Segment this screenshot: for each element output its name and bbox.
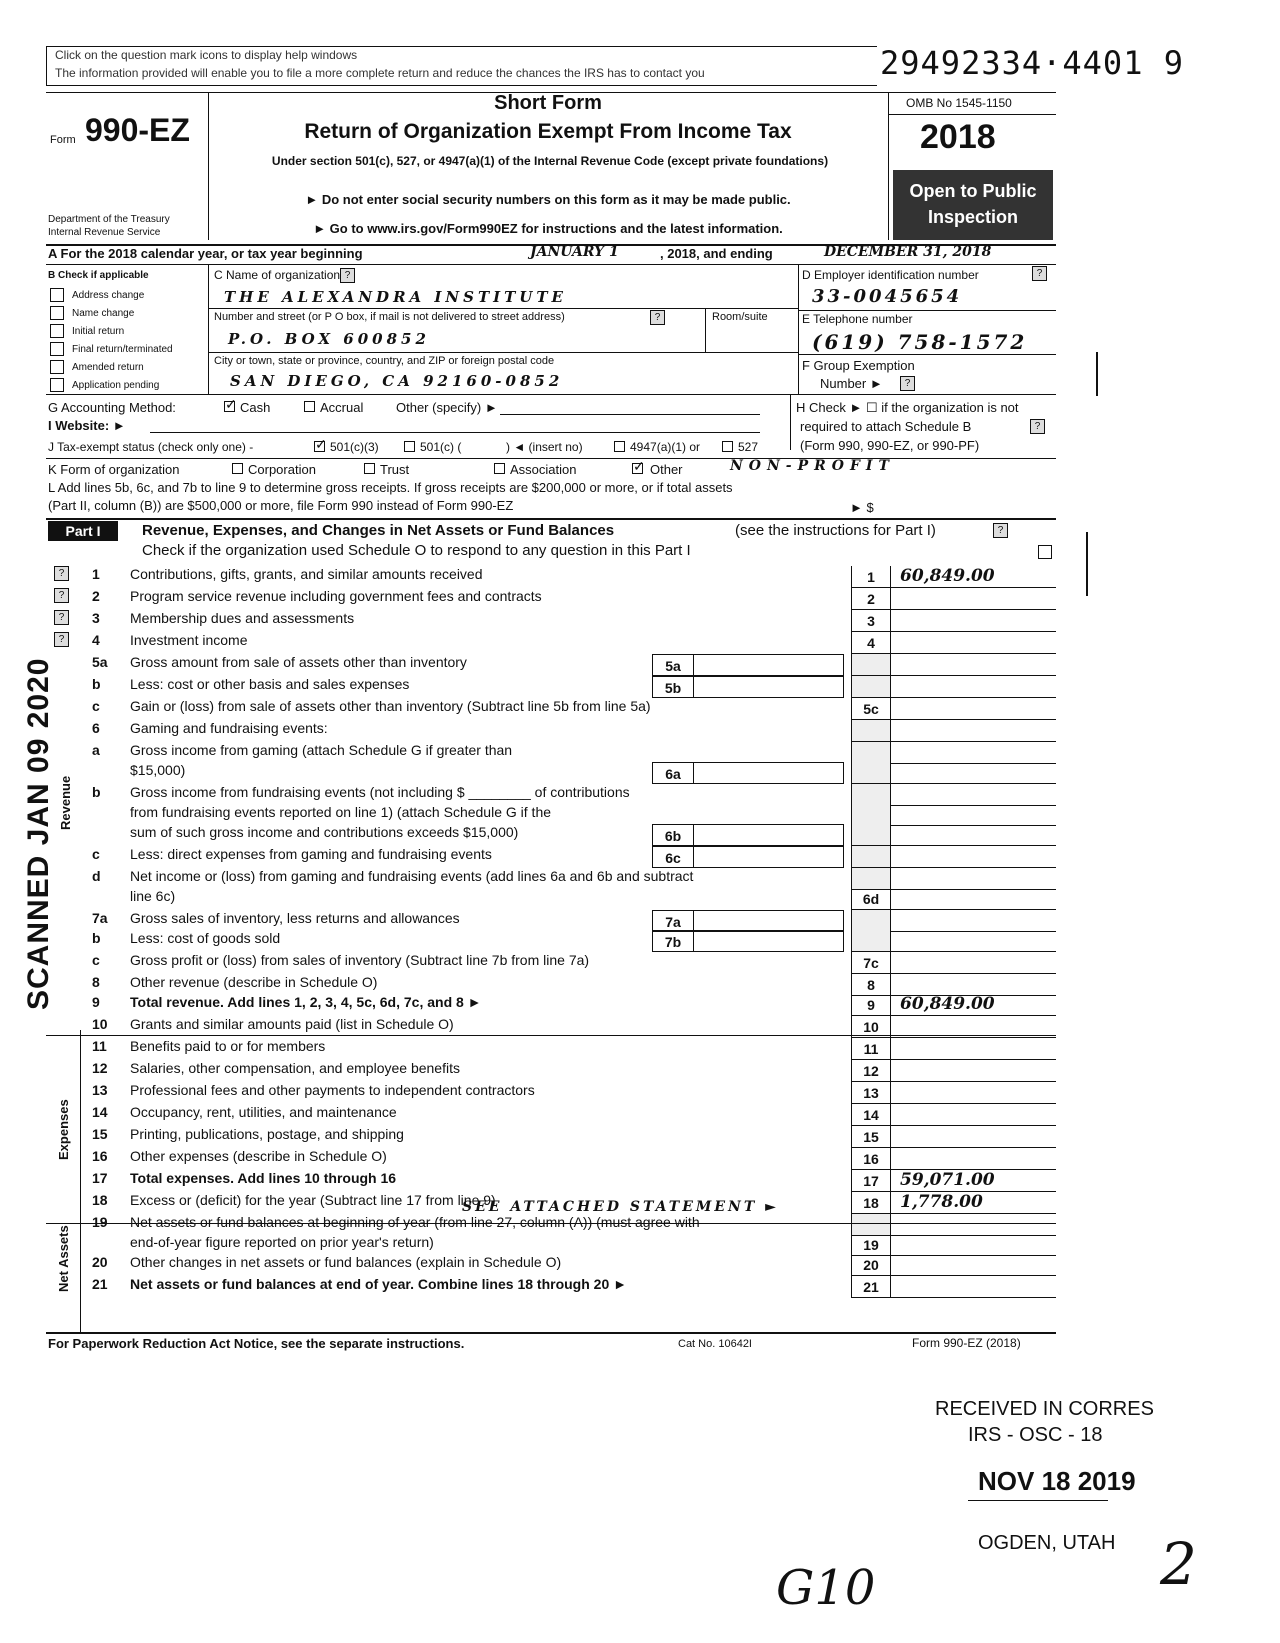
- phone-label: E Telephone number: [802, 312, 913, 326]
- part-1-line-row: [0, 588, 1280, 610]
- line-number: 13: [92, 1082, 108, 1098]
- part-1-line-row: [0, 952, 1280, 974]
- line-description: end-of-year figure reported on prior year's return): [130, 1234, 434, 1250]
- group-exemption-number-label: Number ►: [820, 376, 883, 391]
- line-description: Printing, publications, postage, and shipping: [130, 1126, 404, 1142]
- line-number: 4: [92, 632, 100, 648]
- line-box-number: 9: [851, 994, 891, 1016]
- line-a-label: A For the 2018 calendar year, or tax year beginning: [48, 246, 363, 261]
- line-2-help-icon[interactable]: ?: [54, 588, 69, 603]
- goto-notice: ► Go to www.irs.gov/Form990EZ for instructions and the latest information.: [313, 221, 783, 236]
- org-name-help-icon[interactable]: ?: [340, 268, 355, 283]
- open-to-public-badge: [893, 170, 1053, 240]
- part-1-line-row: [0, 784, 1280, 806]
- sub-line-amount-field[interactable]: [694, 654, 844, 676]
- check-h-line1: H Check ► ☐ if the organization is not: [796, 400, 1019, 415]
- line-4-help-icon[interactable]: ?: [54, 632, 69, 647]
- received-stamp-city: OGDEN, UTAH: [978, 1532, 1116, 1554]
- line-box-number: 3: [851, 610, 891, 632]
- part-1-line-row: [0, 632, 1280, 654]
- part-1-line-row: [0, 846, 1280, 868]
- part-1-line-row: [0, 676, 1280, 698]
- line-box-number: 13: [851, 1082, 891, 1104]
- handwritten-2: 2: [1160, 1530, 1197, 1598]
- accrual-label: Accrual: [320, 400, 364, 415]
- line-box-number: 8: [851, 974, 891, 996]
- street-help-icon[interactable]: ?: [650, 310, 665, 325]
- line-box-number: 15: [851, 1126, 891, 1148]
- tax-year-end[interactable]: DECEMBER 31, 2018: [824, 244, 992, 260]
- part-1-line-row: [0, 1170, 1280, 1192]
- line-description: Membership dues and assessments: [130, 610, 355, 626]
- line-box-number: 6d: [851, 888, 891, 910]
- part-1-line-row: [0, 930, 1280, 952]
- part-1-line-row: [0, 1038, 1280, 1060]
- line-1-help-icon[interactable]: ?: [54, 566, 69, 581]
- sub-line-amount-field[interactable]: [694, 910, 844, 932]
- line-box-number: 7c: [851, 952, 891, 974]
- schedule-b-help-icon[interactable]: ?: [1030, 419, 1045, 434]
- line-number: 20: [92, 1254, 108, 1270]
- association-label: Association: [510, 462, 577, 477]
- tax-year-begin[interactable]: JANUARY 1: [530, 244, 619, 260]
- part-1-line-row: [0, 1126, 1280, 1148]
- org-name-value[interactable]: THE ALEXANDRA INSTITUTE: [224, 288, 567, 306]
- line-box-number: 1: [851, 566, 891, 588]
- sub-line-box: 6b: [652, 824, 694, 846]
- cash-check-mark: ✓: [225, 396, 237, 412]
- line-box-number: 2: [851, 588, 891, 610]
- tax-exempt-status-label: J Tax-exempt status (check only one) -: [48, 440, 254, 454]
- line-box-number: [851, 784, 891, 806]
- accrual-checkbox[interactable]: [304, 401, 315, 412]
- sub-line-box: 6c: [652, 846, 694, 868]
- line-description: Other expenses (describe in Schedule O): [130, 1148, 387, 1164]
- line-box-number: 11: [851, 1038, 891, 1060]
- omb-number: OMB No 1545-1150: [906, 96, 1012, 110]
- sub-line-box: 6a: [652, 762, 694, 784]
- 527-checkbox[interactable]: [722, 441, 733, 452]
- line-description: Gaming and fundraising events:: [130, 720, 328, 736]
- other-method-label: Other (specify) ►: [396, 400, 498, 415]
- city-label: City or town, state or province, country, and ZIP or foreign postal code: [214, 355, 555, 367]
- part-1-line-row: [0, 1214, 1280, 1236]
- line-number: d: [92, 868, 101, 884]
- line-box-number: [851, 742, 891, 764]
- other-org-check-mark: ✓: [633, 458, 645, 474]
- sub-line-amount-field[interactable]: [694, 676, 844, 698]
- ein-label: D Employer identification number: [802, 268, 979, 282]
- line-description: Salaries, other compensation, and employee benefits: [130, 1060, 460, 1076]
- part-1-line-row: [0, 720, 1280, 742]
- part-1-line-row: [0, 804, 1280, 826]
- scanned-stamp: SCANNED JAN 09 2020: [22, 657, 55, 1010]
- line-description: Less: direct expenses from gaming and fundraising events: [130, 846, 492, 862]
- part-1-line-row: [0, 888, 1280, 910]
- line-amount[interactable]: 60,849.00: [900, 994, 995, 1014]
- line-description: Other changes in net assets or fund balances (explain in Schedule O): [130, 1254, 562, 1270]
- form-of-org-label: K Form of organization: [48, 462, 180, 477]
- schedule-o-check-text: Check if the organization used Schedule O to respond to any question in this Part I: [142, 542, 691, 559]
- 4947a1-checkbox[interactable]: [614, 441, 625, 452]
- 501c3-check-mark: ✓: [315, 436, 327, 452]
- cash-label: Cash: [240, 400, 271, 415]
- line-description: Total revenue. Add lines 1, 2, 3, 4, 5c, 6d, 7c, and 8 ►: [130, 994, 482, 1010]
- ein-value[interactable]: 33-0045654: [812, 286, 963, 307]
- part-1-line-row: [0, 1082, 1280, 1104]
- line-box-number: [851, 868, 891, 890]
- side-label-revenue: Revenue: [58, 775, 73, 830]
- tax-year: 2018: [920, 118, 996, 156]
- line-number: 17: [92, 1170, 108, 1186]
- line-number: 15: [92, 1126, 108, 1142]
- line-number: 3: [92, 610, 100, 626]
- amount-rule: [891, 1297, 1056, 1298]
- line-number: 5a: [92, 654, 108, 670]
- part-1-line-row: [0, 1060, 1280, 1082]
- line-description: Occupancy, rent, utilities, and maintenance: [130, 1104, 397, 1120]
- line-description: Net assets or fund balances at beginning of year (from line 27, column (A)) (must agree with: [130, 1214, 700, 1230]
- line-description: Gross income from gaming (attach Schedule G if greater than: [130, 742, 513, 758]
- document-locator-number: 29492334·4401 9: [880, 44, 1184, 82]
- part-1-line-row: [0, 1276, 1280, 1298]
- part-1-tag: Part I: [48, 521, 118, 541]
- line-number: 16: [92, 1148, 108, 1164]
- received-stamp-date: NOV 18 2019: [978, 1466, 1136, 1496]
- name-change-checkbox[interactable]: [50, 306, 64, 320]
- cash-checkbox[interactable]: [224, 396, 237, 412]
- application-pending-checkbox[interactable]: [50, 378, 64, 392]
- line-number: c: [92, 952, 100, 968]
- part-1-title: Revenue, Expenses, and Changes in Net Assets or Fund Balances: [142, 522, 615, 539]
- line-box-number: [851, 910, 891, 932]
- group-exemption-help-icon[interactable]: ?: [900, 376, 915, 391]
- 501c-checkbox[interactable]: [404, 441, 415, 452]
- form-number: 990-EZ: [85, 112, 190, 148]
- line-number: b: [92, 784, 101, 800]
- part-1-line-row: [0, 974, 1280, 996]
- other-org-checkbox[interactable]: [632, 458, 645, 474]
- part-1-line-row: [0, 1148, 1280, 1170]
- line-box-number: [851, 762, 891, 784]
- sub-line-amount-field[interactable]: [694, 824, 844, 846]
- sub-line-box: 7a: [652, 910, 694, 932]
- line-description: Professional fees and other payments to independent contractors: [130, 1082, 535, 1098]
- help-banner-line2: The information provided will enable you to file a more complete return and reduce the chances the IRS has to contact you: [55, 66, 705, 80]
- line-box-number: [851, 1214, 891, 1236]
- line-amount[interactable]: 60,849.00: [900, 566, 995, 586]
- final-return-checkbox[interactable]: [50, 342, 64, 356]
- line-description: Less: cost of goods sold: [130, 930, 281, 946]
- line-box-number: 20: [851, 1254, 891, 1276]
- final-return-label: Final return/terminated: [72, 344, 173, 355]
- corporation-checkbox[interactable]: [232, 463, 243, 474]
- sub-line-amount-field[interactable]: [694, 762, 844, 784]
- corporation-label: Corporation: [248, 462, 316, 477]
- line-number: 6: [92, 720, 100, 736]
- sub-line-box: 5b: [652, 676, 694, 698]
- line-box-number: [851, 804, 891, 826]
- trust-checkbox[interactable]: [364, 463, 375, 474]
- line-description: Gross income from fundraising events (not including $ ________ of contributions: [130, 784, 630, 800]
- open-to-public-text: Open to Public Inspection: [909, 181, 1037, 227]
- ssn-notice: ► Do not enter social security numbers on this form as it may be made public.: [305, 192, 791, 207]
- form-title: Return of Organization Exempt From Income Tax: [304, 120, 792, 143]
- line-number: 18: [92, 1192, 108, 1208]
- line-number: 2: [92, 588, 100, 604]
- line-box-number: [851, 930, 891, 952]
- catalog-number: Cat No. 10642I: [678, 1338, 752, 1350]
- 4947a1-label: 4947(a)(1) or: [630, 440, 701, 454]
- part-1-line-row: [0, 868, 1280, 890]
- footer-form-ref: Form 990-EZ (2018): [912, 1336, 1021, 1350]
- application-pending-label: Application pending: [72, 380, 160, 391]
- line-box-number: 16: [851, 1148, 891, 1170]
- part-1-line-row: [0, 824, 1280, 846]
- part-1-line-row: [0, 1254, 1280, 1276]
- name-change-label: Name change: [72, 308, 135, 319]
- ein-help-icon[interactable]: ?: [1032, 266, 1047, 281]
- part-1-line-row: [0, 610, 1280, 632]
- line-description: Gain or (loss) from sale of assets other than inventory (Subtract line 5b from line 5a): [130, 698, 651, 714]
- help-banner: [46, 46, 877, 86]
- line-box-number: 12: [851, 1060, 891, 1082]
- line-description: Gross profit or (loss) from sales of inventory (Subtract line 7b from line 7a): [130, 952, 590, 968]
- group-exemption-label: F Group Exemption: [802, 358, 915, 373]
- initial-return-checkbox[interactable]: [50, 324, 64, 338]
- line-number: 19: [92, 1214, 108, 1230]
- line-3-help-icon[interactable]: ?: [54, 610, 69, 625]
- sub-line-amount-field[interactable]: [694, 930, 844, 952]
- sub-line-box: 5a: [652, 654, 694, 676]
- part-1-line-row: [0, 742, 1280, 764]
- line-description: Contributions, gifts, grants, and similar amounts received: [130, 566, 483, 582]
- 527-label: 527: [738, 440, 759, 454]
- line-box-number: 14: [851, 1104, 891, 1126]
- line-description: Net income or (loss) from gaming and fundraising events (add lines 6a and 6b and subtract: [130, 868, 694, 884]
- part-1-line-row: [0, 910, 1280, 932]
- line-l-arrow: ► $: [850, 500, 874, 515]
- part-1-line-row: [0, 698, 1280, 720]
- 501c3-checkbox[interactable]: [314, 436, 327, 452]
- trust-label: Trust: [380, 462, 410, 477]
- amended-return-checkbox[interactable]: [50, 360, 64, 374]
- line-description: Total expenses. Add lines 10 through 16: [130, 1170, 397, 1186]
- insert-no-label: ) ◄ (insert no): [506, 440, 583, 454]
- side-label-expenses: Expenses: [56, 1099, 71, 1160]
- line-amount[interactable]: 59,071.00: [900, 1170, 995, 1190]
- part-1-line-row: [0, 566, 1280, 588]
- street-value[interactable]: P.O. BOX 600852: [228, 330, 430, 348]
- room-suite-label: Room/suite: [712, 311, 768, 323]
- line-box-number: 21: [851, 1276, 891, 1298]
- line-box-number: 18: [851, 1192, 891, 1214]
- amended-return-label: Amended return: [72, 362, 144, 373]
- short-form-label: Short Form: [494, 92, 602, 114]
- street-label: Number and street (or P O box, if mail is not delivered to street address): [214, 311, 565, 323]
- line-box-number: [851, 846, 891, 868]
- part-1-line-row: [0, 1104, 1280, 1126]
- line-description: Gross amount from sale of assets other than inventory: [130, 654, 467, 670]
- part-1-title-suffix: (see the instructions for Part I): [735, 522, 936, 539]
- line-description: line 6c): [130, 888, 176, 904]
- line-box-number: 17: [851, 1170, 891, 1192]
- line-box-number: 10: [851, 1016, 891, 1038]
- org-name-label: C Name of organization: [214, 268, 341, 282]
- line-number: 9: [92, 994, 100, 1010]
- initial-return-label: Initial return: [72, 326, 125, 337]
- website-label: I Website: ►: [48, 418, 126, 433]
- sub-line-amount-field[interactable]: [694, 846, 844, 868]
- line-number: 8: [92, 974, 100, 990]
- part-1-line-row: [0, 1234, 1280, 1256]
- paperwork-notice: For Paperwork Reduction Act Notice, see the separate instructions.: [48, 1336, 465, 1351]
- line-number: b: [92, 676, 101, 692]
- line-box-number: [851, 720, 891, 742]
- line-box-number: 19: [851, 1234, 891, 1256]
- other-org-label: Other: [650, 462, 683, 477]
- line-description: from fundraising events reported on line 1) (attach Schedule G if the: [130, 804, 552, 820]
- form-word: Form: [50, 134, 76, 146]
- part-1-line-row: [0, 762, 1280, 784]
- line-a-middle: , 2018, and ending: [660, 246, 773, 261]
- line-number: 21: [92, 1276, 108, 1292]
- association-checkbox[interactable]: [494, 463, 505, 474]
- irs-label: Internal Revenue Service: [48, 227, 161, 238]
- line-number: 12: [92, 1060, 108, 1076]
- line-description: Excess or (deficit) for the year (Subtract line 17 from line 9): [130, 1192, 496, 1208]
- line-17-attached-note[interactable]: SEE ATTACHED STATEMENT ►: [462, 1199, 779, 1215]
- line-description: Less: cost or other basis and sales expenses: [130, 676, 410, 692]
- check-h-line2: required to attach Schedule B: [800, 419, 972, 434]
- line-number: 7a: [92, 910, 108, 926]
- received-stamp-line2: IRS - OSC - 18: [968, 1424, 1103, 1446]
- part-1-help-icon[interactable]: ?: [993, 523, 1008, 538]
- line-box-number: [851, 824, 891, 846]
- line-l-text-1: L Add lines 5b, 6c, and 7b to line 9 to determine gross receipts. If gross receipts are $200,000 or more, or if total assets: [48, 480, 733, 495]
- line-description: Other revenue (describe in Schedule O): [130, 974, 378, 990]
- check-h-line3: (Form 990, 990-EZ, or 990-PF): [800, 438, 980, 453]
- line-box-number: 4: [851, 632, 891, 654]
- city-value[interactable]: SAN DIEGO, CA 92160-0852: [230, 372, 564, 390]
- part-1-line-row: [0, 994, 1280, 1016]
- line-box-number: [851, 654, 891, 676]
- line-number: c: [92, 698, 100, 714]
- line-description: Program service revenue including government fees and contracts: [130, 588, 542, 604]
- line-number: 11: [92, 1038, 107, 1054]
- line-amount[interactable]: 1,778.00: [900, 1192, 983, 1212]
- 501c3-label: 501(c)(3): [330, 440, 379, 454]
- line-description: Net assets or fund balances at end of year. Combine lines 18 through 20 ►: [130, 1276, 627, 1292]
- line-number: 14: [92, 1104, 108, 1120]
- part-1-line-row: [0, 654, 1280, 676]
- side-label-net-assets: Net Assets: [56, 1225, 71, 1292]
- other-org-value[interactable]: NON-PROFIT: [730, 458, 895, 474]
- line-l-text-2: (Part II, column (B)) are $500,000 or more, file Form 990 instead of Form 990-EZ: [48, 498, 514, 513]
- address-change-checkbox[interactable]: [50, 288, 64, 302]
- help-banner-line1: Click on the question mark icons to display help windows: [55, 48, 358, 62]
- line-number: b: [92, 930, 101, 946]
- accounting-method-label: G Accounting Method:: [48, 400, 176, 415]
- line-box-number: [851, 676, 891, 698]
- line-number: a: [92, 742, 100, 758]
- section-b-label: B Check if applicable: [48, 270, 149, 281]
- line-number: 10: [92, 1016, 108, 1032]
- line-box-number: 5c: [851, 698, 891, 720]
- schedule-o-checkbox[interactable]: [1038, 545, 1052, 559]
- line-description: $15,000): [130, 762, 186, 778]
- line-number: c: [92, 846, 100, 862]
- line-description: Gross sales of inventory, less returns and allowances: [130, 910, 460, 926]
- received-stamp-line1: RECEIVED IN CORRES: [935, 1398, 1154, 1420]
- department-label: Department of the Treasury: [48, 214, 170, 225]
- line-description: sum of such gross income and contributions exceeds $15,000): [130, 824, 519, 840]
- line-description: Investment income: [130, 632, 248, 648]
- phone-value[interactable]: (619) 758-1572: [812, 330, 1028, 354]
- sub-line-box: 7b: [652, 930, 694, 952]
- line-description: Grants and similar amounts paid (list in Schedule O): [130, 1016, 454, 1032]
- 501c-label: 501(c) (: [420, 440, 462, 454]
- form-subtitle: Under section 501(c), 527, or 4947(a)(1) of the Internal Revenue Code (except private foundations): [271, 154, 829, 168]
- line-number: 1: [92, 566, 100, 582]
- handwritten-g10: G10: [776, 1560, 876, 1616]
- address-change-label: Address change: [72, 290, 145, 301]
- line-description: Benefits paid to or for members: [130, 1038, 326, 1054]
